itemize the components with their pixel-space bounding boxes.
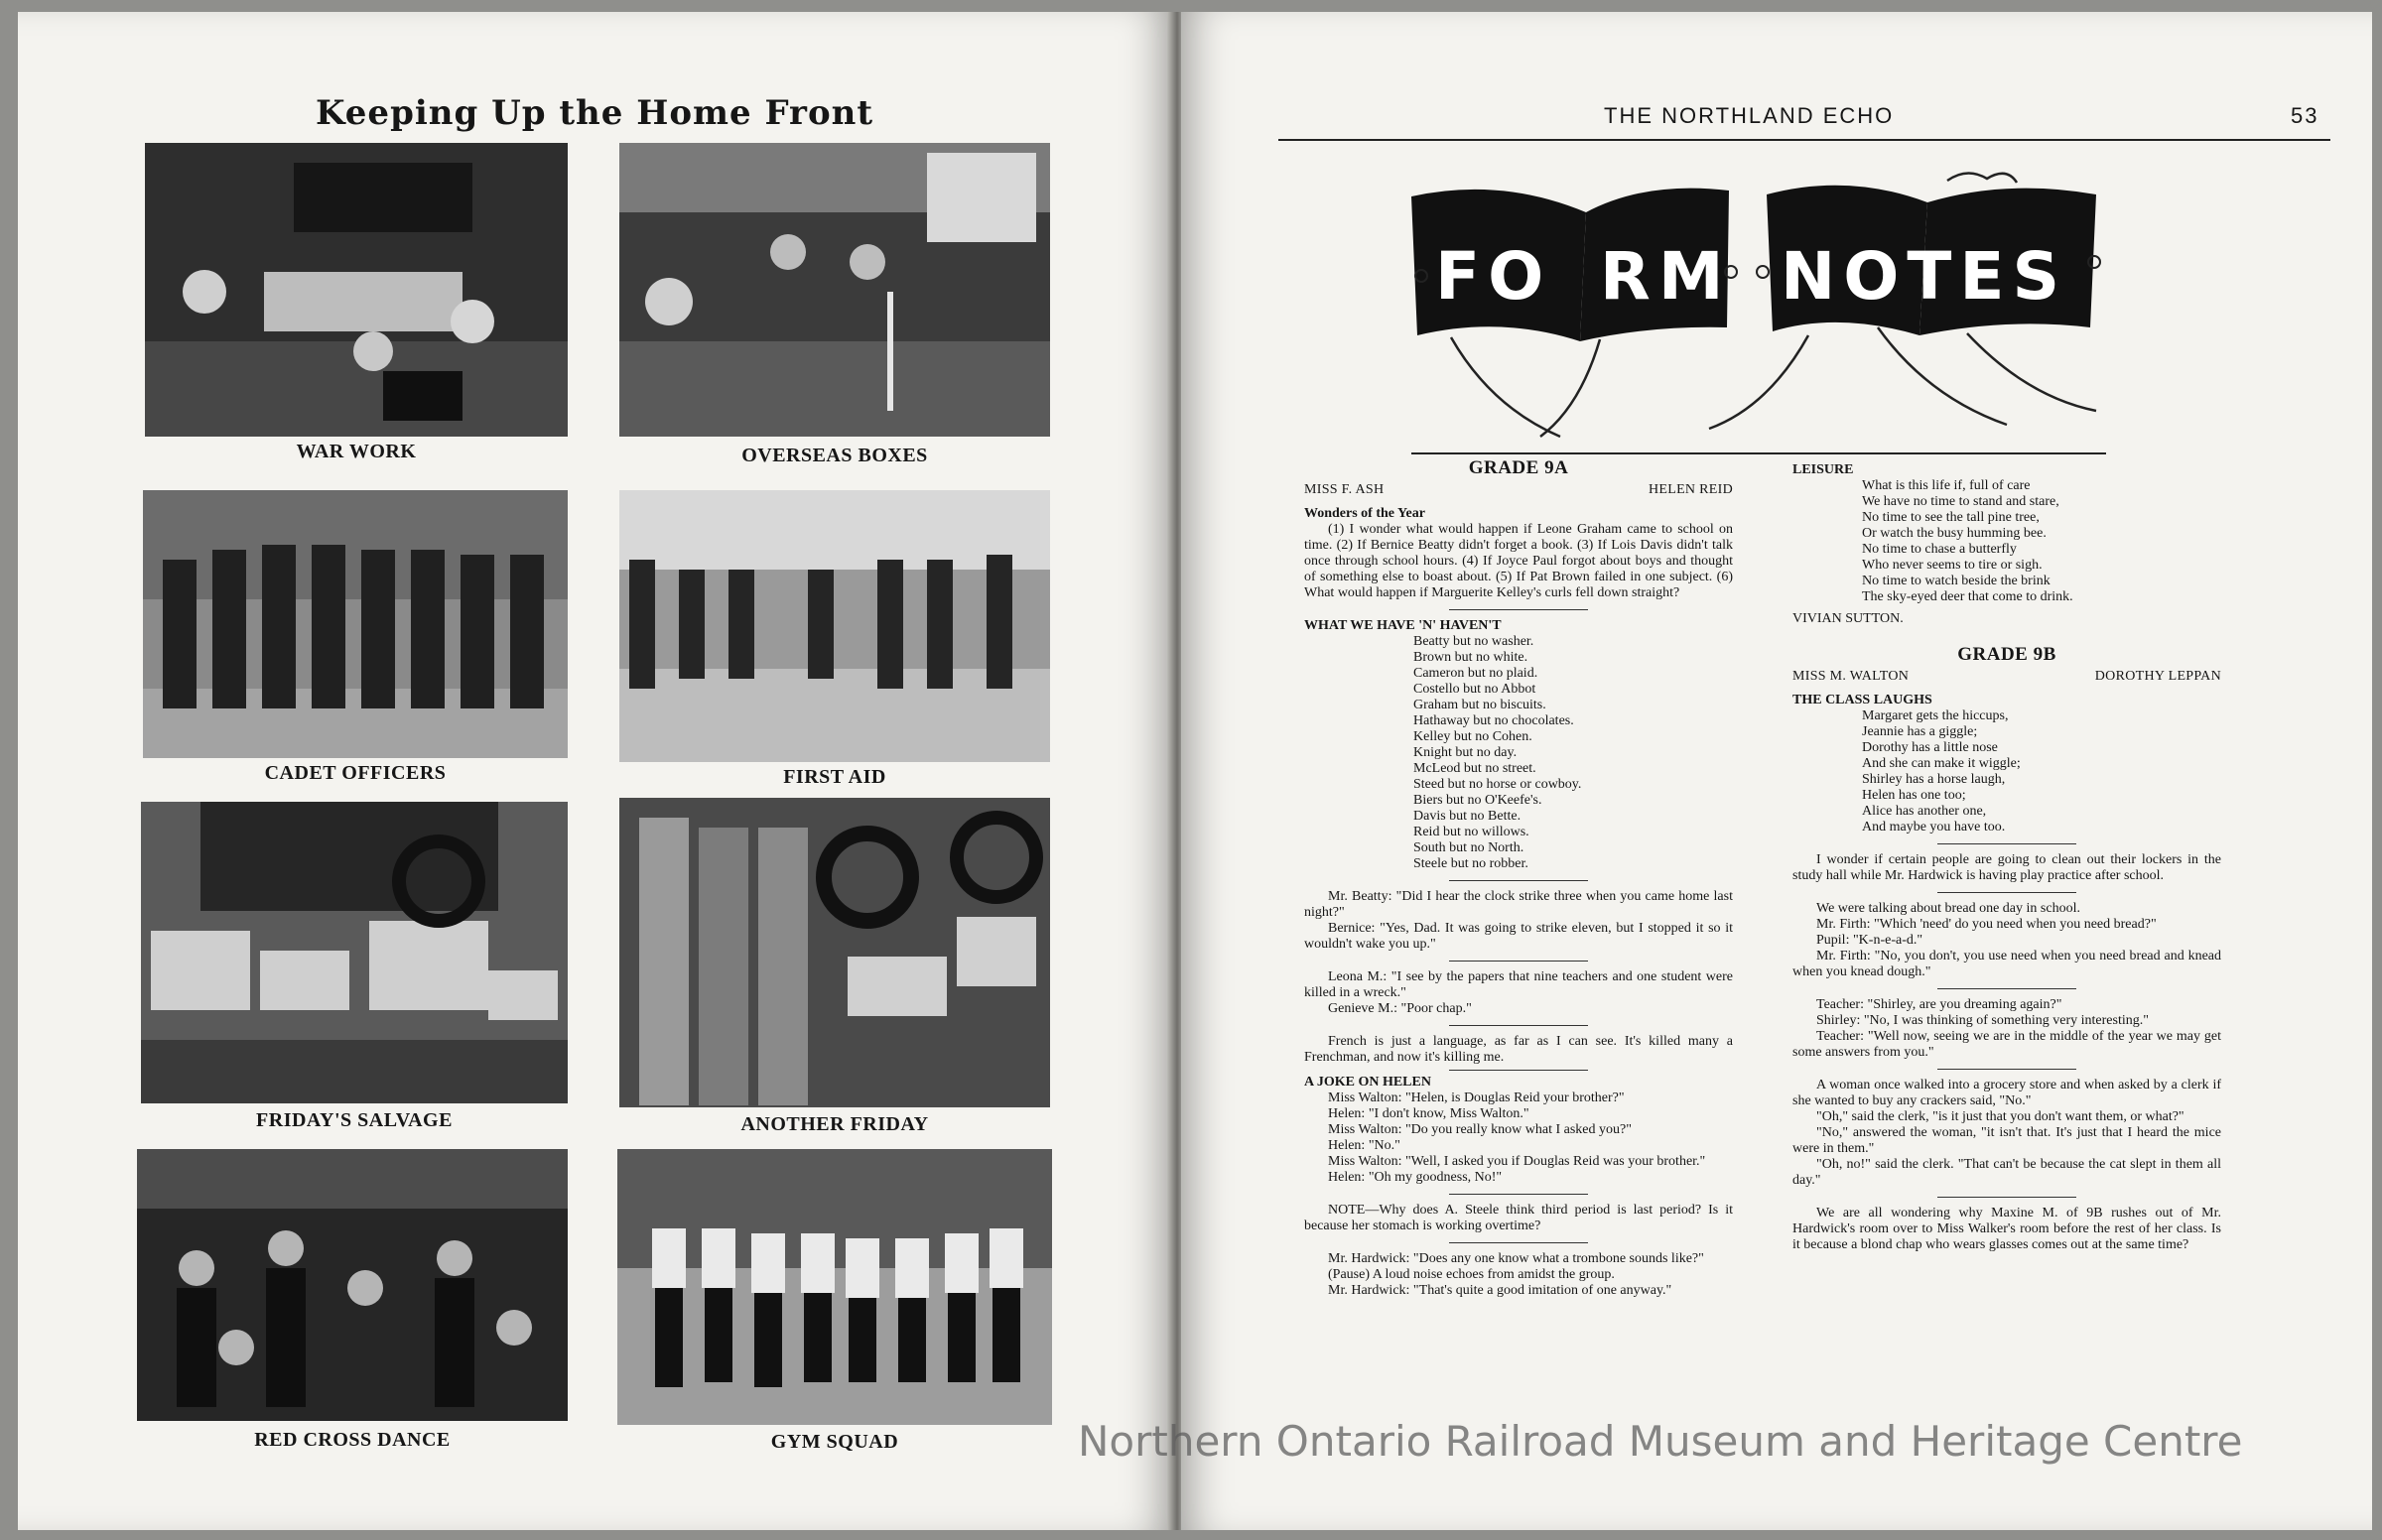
divider [1449, 1194, 1588, 1195]
helen-joke-line: Miss Walton: "Helen, is Douglas Reid your brother?" [1328, 1091, 1625, 1105]
poem-line: And she can make it wiggle; [1862, 756, 2021, 771]
list-item: Costello but no Abbot [1413, 682, 1536, 697]
wonders-heading: Wonders of the Year [1304, 506, 1425, 521]
photo-gym-squad [617, 1149, 1052, 1425]
list-item: McLeod but no street. [1413, 761, 1536, 776]
poem-line: Or watch the busy humming bee. [1862, 526, 2047, 541]
leona-joke-line: Leona M.: "I see by the papers that nine teachers and one student were killed in a wreck." [1304, 969, 1733, 1000]
leona-joke-line: Genieve M.: "Poor chap." [1328, 1001, 1472, 1016]
caption-gym-squad: GYM SQUAD [770, 1431, 899, 1453]
list-item: Steed but no horse or cowboy. [1413, 777, 1582, 792]
class-laughs-poem [1792, 708, 2221, 835]
have-havent-heading: WHAT WE HAVE 'N' HAVEN'T [1304, 618, 1502, 633]
dreaming-joke-line: Shirley: "No, I was thinking of something very interesting." [1816, 1013, 2149, 1028]
page-title: Keeping Up the Home Front [316, 93, 874, 133]
grocery-joke-line: "No," answered the woman, "it isn't that. It's just that I heard the mice were in them." [1792, 1125, 2221, 1156]
poem-line: No time to chase a butterfly [1862, 542, 2017, 557]
divider [1449, 880, 1588, 881]
list-item: Biers but no O'Keefe's. [1413, 793, 1542, 808]
photo-war-work [145, 143, 568, 437]
divider [1449, 1070, 1588, 1071]
list-item: Graham but no biscuits. [1413, 698, 1546, 712]
banner-rule [1411, 452, 2106, 454]
trombone-joke-line: Mr. Hardwick: "That's quite a good imitation of one anyway." [1328, 1283, 1672, 1298]
photo-first-aid [619, 490, 1050, 762]
banner-letters-fo: FO [1435, 238, 1552, 315]
list-item: Cameron but no plaid. [1413, 666, 1538, 681]
grade-9b-column [1792, 462, 2221, 1253]
form-notes-banner [1411, 169, 2106, 449]
list-item: Brown but no white. [1413, 650, 1528, 665]
photo-another-friday [619, 798, 1050, 1107]
poem-line: Helen has one too; [1862, 788, 1966, 803]
divider [1937, 988, 2076, 989]
header-rule [1278, 139, 2330, 141]
list-item: Steele but no robber. [1413, 856, 1528, 871]
trombone-joke-line: Mr. Hardwick: "Does any one know what a trombone sounds like?" [1328, 1251, 1704, 1266]
grade-9a-column [1304, 457, 1733, 1299]
helen-joke-line: Miss Walton: "Well, I asked you if Douglas Reid was your brother." [1328, 1154, 1706, 1169]
poem-line: What is this life if, full of care [1862, 478, 2031, 493]
grocery-joke-line: A woman once walked into a grocery store and when asked by a clerk if she wanted to buy any crackers said, "No." [1792, 1078, 2221, 1108]
poem-line: Shirley has a horse laugh, [1862, 772, 2006, 787]
wonders-text: (1) I wonder what would happen if Leone Graham came to school on time. (2) If Bernice Beatty didn't forget a book. (3) If Lois Davis didn't talk once through school hours. (4) If Joyce Paul forgot about boys and thought of something else to boast about. (5) If Pat Brown failed in one subject. (6) What would happen if Marguerite Kelley's curls fell down straight? [1304, 522, 1733, 600]
helen-joke-line: Helen: "I don't know, Miss Walton." [1328, 1106, 1529, 1121]
lockers-note: I wonder if certain people are going to clean out their lockers in the study hall while Mr. Hardwick is having play practice after school. [1792, 852, 2221, 883]
list-item: Knight but no day. [1413, 745, 1518, 760]
caption-overseas-boxes: OVERSEAS BOXES [741, 445, 928, 466]
joke-on-helen-heading: A JOKE ON HELEN [1304, 1075, 1431, 1090]
bread-joke-line: Mr. Firth: "No, you don't, you use need when you need bread and knead when you knead dough." [1792, 949, 2221, 979]
divider [1937, 843, 2076, 844]
bread-joke-line: Pupil: "K-n-e-a-d." [1816, 933, 1923, 948]
leisure-poem [1792, 478, 2221, 605]
poem-line: The sky-eyed deer that come to drink. [1862, 589, 2073, 604]
helen-joke-line: Helen: "No." [1328, 1138, 1400, 1153]
grade-9a-reporter: HELEN REID [1648, 482, 1733, 497]
museum-watermark: Northern Ontario Railroad Museum and Heritage Centre [1078, 1417, 2243, 1466]
grade-9b-reporter: DOROTHY LEPPAN [2094, 669, 2221, 684]
divider [1937, 892, 2076, 893]
left-page [18, 12, 1171, 1530]
list-item: Reid but no willows. [1413, 825, 1529, 839]
list-item: Beatty but no washer. [1413, 634, 1534, 649]
caption-war-work: WAR WORK [296, 441, 417, 462]
steele-note: NOTE—Why does A. Steele think third period is last period? Is it because her stomach is working overtime? [1304, 1203, 1733, 1233]
banner-letters-rm: RM [1600, 238, 1732, 315]
poem-line: Jeannie has a giggle; [1862, 724, 1978, 739]
grade-9a-heading: GRADE 9A [1468, 457, 1569, 478]
right-page [1181, 12, 2372, 1530]
divider [1449, 1025, 1588, 1026]
grade-9b-teacher: MISS M. WALTON [1792, 669, 1910, 684]
divider [1449, 961, 1588, 962]
poem-line: And maybe you have too. [1862, 820, 2006, 834]
leisure-heading: LEISURE [1792, 462, 1854, 477]
list-item: South but no North. [1413, 840, 1524, 855]
list-item: Hathaway but no chocolates. [1413, 713, 1574, 728]
grocery-joke-line: "Oh," said the clerk, "is it just that you don't want them, or what?" [1816, 1109, 2184, 1124]
poem-line: No time to see the tall pine tree, [1862, 510, 2040, 525]
caption-fridays-salvage: FRIDAY'S SALVAGE [256, 1109, 453, 1131]
bread-joke-line: We were talking about bread one day in school. [1816, 901, 2080, 916]
bread-joke-line: Mr. Firth: "Which 'need' do you need when you need bread?" [1816, 917, 2157, 932]
photo-cadet-officers [143, 490, 568, 758]
have-havent-list [1304, 634, 1733, 872]
caption-first-aid: FIRST AID [783, 766, 886, 788]
photo-red-cross-dance [137, 1149, 568, 1421]
class-laughs-heading: THE CLASS LAUGHS [1792, 693, 1932, 707]
divider [1449, 1242, 1588, 1243]
dreaming-joke-line: Teacher: "Well now, seeing we are in the middle of the year we may get some answers from you." [1792, 1029, 2221, 1060]
banner-letters-notes: NOTES [1781, 238, 2067, 315]
divider [1937, 1069, 2076, 1070]
caption-another-friday: ANOTHER FRIDAY [740, 1113, 929, 1135]
poem-line: No time to watch beside the brink [1862, 574, 2051, 588]
caption-red-cross-dance: RED CROSS DANCE [254, 1429, 451, 1451]
beatty-joke-line: Bernice: "Yes, Dad. It was going to strike eleven, but I stopped it so it wouldn't wake you up." [1304, 921, 1733, 952]
photo-fridays-salvage [141, 802, 568, 1103]
poem-line: Margaret gets the hiccups, [1862, 708, 2009, 723]
publication-title: THE NORTHLAND ECHO [1604, 103, 1895, 128]
list-item: Davis but no Bette. [1413, 809, 1522, 824]
caption-cadet-officers: CADET OFFICERS [264, 762, 447, 784]
grade-9a-teacher: MISS F. ASH [1304, 482, 1385, 497]
grocery-joke-line: "Oh, no!" said the clerk. "That can't be because the cat slept in them all day." [1792, 1157, 2221, 1188]
poem-line: Dorothy has a little nose [1862, 740, 1998, 755]
beatty-joke-line: Mr. Beatty: "Did I hear the clock strike three when you came home last night?" [1304, 889, 1733, 920]
leisure-author: VIVIAN SUTTON. [1792, 611, 1904, 626]
dreaming-joke-line: Teacher: "Shirley, are you dreaming again?" [1816, 997, 2062, 1012]
page-number: 53 [2291, 103, 2319, 128]
poem-line: Alice has another one, [1862, 804, 1987, 819]
helen-joke-line: Miss Walton: "Do you really know what I asked you?" [1328, 1122, 1632, 1137]
divider [1937, 1197, 2076, 1198]
divider [1449, 609, 1588, 610]
french-joke: French is just a language, as far as I can see. It's killed many a Frenchman, and now it's killing me. [1304, 1034, 1733, 1065]
photo-overseas-boxes [619, 143, 1050, 437]
list-item: Kelley but no Cohen. [1413, 729, 1532, 744]
helen-joke-line: Helen: "Oh my goodness, No!" [1328, 1170, 1503, 1185]
maxine-note: We are all wondering why Maxine M. of 9B rushes out of Mr. Hardwick's room over to Miss Walker's room before the rest of her class. Is it because a blond chap who wears glasses comes out at the same time? [1792, 1206, 2221, 1252]
grade-9b-heading: GRADE 9B [1957, 644, 2056, 665]
trombone-joke-line: (Pause) A loud noise echoes from amidst the group. [1328, 1267, 1615, 1282]
poem-line: We have no time to stand and stare, [1862, 494, 2059, 509]
poem-line: Who never seems to tire or sigh. [1862, 558, 2043, 573]
